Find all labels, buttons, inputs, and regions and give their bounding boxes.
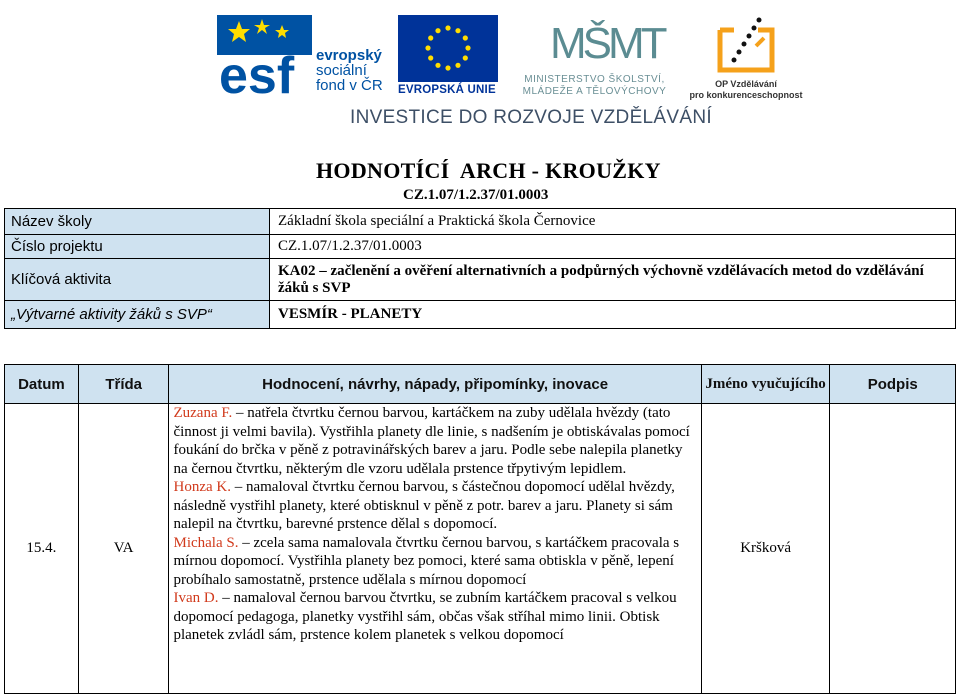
page-title: HODNOTÍCÍ ARCH - KROUŽKY xyxy=(316,158,661,183)
op-line2: pro konkurenceschopnost xyxy=(689,90,803,100)
msmt-label xyxy=(507,74,682,98)
row-date: 15.4. xyxy=(5,404,79,694)
project-label: Číslo projektu xyxy=(5,235,270,259)
student-name: Honza K. xyxy=(173,479,231,495)
col-teacher-header: Jméno vyučujícího xyxy=(701,365,830,404)
entry-text: – natřela čtvrtku černou barvou, kartáčkem na zuby udělala hvězdy (tato činnost ji velmi bavila). Vystřihla planety dle linie, s nadšením je obtiskávalas pomocí foukání do brčka v pěně z potravinářských barev a jaru. Podle sebe nalepila planetky na černou čtvrtku, některým dle vzoru udělala prstence třpytivým lepidlem. xyxy=(173,405,690,477)
entry-text: – namaloval černou barvou čtvrtku, se zubním kartáčkem pracoval s velkou dopomocí pedagoga, planetky vystřihl sám, občas však stříhal mimo linii. Obtisk planetek zvládl sám, prstence kolem planetek s velkou dopomocí xyxy=(173,590,677,643)
esf-line3: fond v ČR xyxy=(316,77,383,94)
club-value: VESMÍR - PLANETY xyxy=(270,301,956,329)
entry-1 xyxy=(173,404,696,478)
esf-line2: sociální xyxy=(316,62,367,79)
logo-banner xyxy=(0,0,960,135)
evaluation-table xyxy=(4,364,956,694)
msmt-monogram: MŠMT xyxy=(550,19,664,68)
esf-text xyxy=(316,48,383,93)
row-class: VA xyxy=(78,404,169,694)
entry-text: – zcela sama namalovala čtvrtku černou barvou, s kartáčkem pracovala s mírnou dopomocí. Vystřihla planety bez pomoci, které sama obtiskla v pěně, lepení probíhalo samostatně, prstence udělala s mírnou dopomocí xyxy=(173,534,680,588)
club-label: „Výtvarné aktivity žáků s SVP“ xyxy=(5,301,270,329)
row-evaluation xyxy=(169,404,701,694)
esf-logo xyxy=(217,15,312,95)
evaluation-header-row xyxy=(5,365,956,404)
info-row-school xyxy=(5,209,956,235)
esf-line1: evropský xyxy=(316,47,382,64)
project-code-heading: CZ.1.07/1.2.37/01.0003 xyxy=(403,187,549,203)
eu-label: EVROPSKÁ UNIE xyxy=(398,84,496,96)
row-signature[interactable] xyxy=(830,404,956,694)
evaluation-row xyxy=(5,404,956,694)
msmt-logo xyxy=(520,10,680,72)
eu-flag-icon xyxy=(398,15,498,82)
svg-text:esf: esf xyxy=(219,47,295,95)
col-signature-header: Podpis xyxy=(830,365,956,404)
msmt-line2: MLÁDEŽE A TĚLOVÝCHOVY xyxy=(522,86,667,97)
student-name: Zuzana F. xyxy=(173,405,233,421)
entry-text: – namaloval čtvrtku černou barvou, s částečnou dopomocí udělal hvězdy, následně vystřihl planety, které obtisknul v pěně z potr. barev a jaru. Planety si sám nalepil na čtvrtku, barevné prstence dělal s dopomocí. xyxy=(173,479,675,532)
info-table xyxy=(4,208,956,329)
school-label: Název školy xyxy=(5,209,270,235)
entry-4 xyxy=(173,589,696,645)
col-class-header: Třída xyxy=(78,365,169,404)
op-label xyxy=(686,79,806,101)
project-value: CZ.1.07/1.2.37/01.0003 xyxy=(270,235,956,259)
invest-banner: INVESTICE DO ROZVOJE VZDĚLÁVÁNÍ xyxy=(350,107,712,128)
info-row-project xyxy=(5,235,956,259)
student-name: Ivan D. xyxy=(173,590,219,606)
col-evaluation-header: Hodnocení, návrhy, nápady, připomínky, inovace xyxy=(169,365,701,404)
col-date-header: Datum xyxy=(5,365,79,404)
activity-label: Klíčová aktivita xyxy=(5,259,270,301)
entry-2 xyxy=(173,478,696,534)
op-line1: OP Vzdělávání xyxy=(715,79,777,89)
msmt-line1: MINISTERSTVO ŠKOLSTVÍ, xyxy=(524,74,665,85)
info-row-club xyxy=(5,301,956,329)
school-value: Základní škola speciální a Praktická škola Černovice xyxy=(270,209,956,235)
op-logo-icon xyxy=(712,12,780,78)
info-row-activity xyxy=(5,259,956,301)
row-teacher: Kršková xyxy=(701,404,830,694)
student-name: Michala S. xyxy=(173,534,239,551)
entry-3 xyxy=(173,534,696,590)
activity-value: KA02 – začlenění a ověření alternativních a podpůrných výchovně vzdělávacích metod do vzdělávání žáků s SVP xyxy=(270,259,956,301)
